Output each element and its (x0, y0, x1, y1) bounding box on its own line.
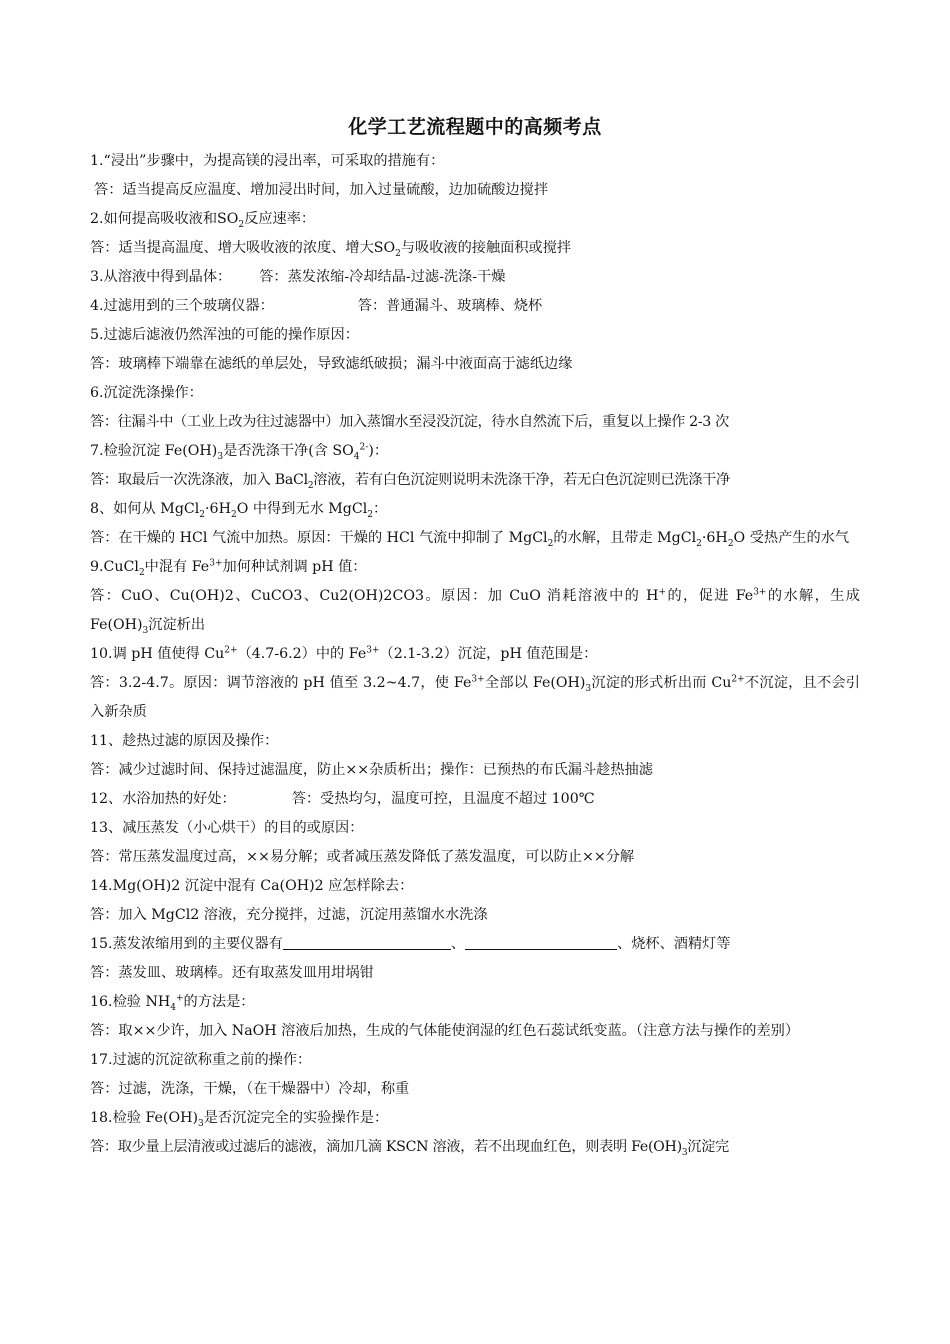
answer-18 (90, 1133, 860, 1162)
subscript: 2 (307, 480, 314, 491)
superscript: 2- (359, 442, 369, 453)
text: 沉淀的形式析出而 Cu (591, 675, 732, 691)
subscript: 2 (230, 509, 237, 520)
text: 的水解，且带走 MgCl (553, 530, 697, 546)
question-4 (90, 292, 860, 321)
subscript: 4 (353, 451, 360, 462)
superscript: 3+ (753, 587, 767, 598)
text: 答：适当提高温度、增大吸收液的浓度、增大SO (90, 240, 396, 256)
superscript: 3+ (209, 558, 223, 569)
text: 答：3.2-4.7。原因：调节溶液的 pH 值至 3.2~4.7，使 Fe (90, 675, 472, 691)
question-8 (90, 495, 860, 524)
subscript: 3 (198, 1118, 204, 1129)
text: 7.检验沉淀 Fe(OH) (90, 443, 218, 459)
answer-1: 答：适当提高反应温度、增加浸出时间，加入过量硫酸，边加硫酸边搅拌 (94, 182, 549, 198)
text: （4.7-6.2）中的 Fe (237, 646, 367, 662)
text: （2.1-3.2）沉淀，pH 值范围是： (379, 646, 598, 662)
answer-14: 答：加入 MgCl2 溶液，充分搅拌，过滤，沉淀用蒸馏水水洗涤 (90, 907, 488, 923)
answer-13: 答：常压蒸发温度过高，××易分解；或者减压蒸发降低了蒸发温度，可以防止××分解 (90, 849, 635, 865)
text: ： (373, 501, 388, 517)
text: 中混有 Fe (144, 559, 210, 575)
text: 与吸收液的接触面积或搅拌 (400, 240, 572, 256)
superscript: 3+ (366, 645, 380, 656)
question-17: 17.过滤的沉淀欲称重之前的操作： (90, 1052, 312, 1068)
subscript: 2 (138, 567, 145, 578)
superscript: 3+ (471, 674, 485, 685)
subscript: 3 (681, 1147, 688, 1158)
text: 答：在干燥的 HCl 气流中加热。原因：干燥的 HCl 气流中抑制了 MgCl (90, 530, 548, 546)
text: 15.蒸发浓缩用到的主要仪器有 (90, 936, 283, 952)
question-15 (90, 930, 860, 959)
text: 、 (450, 936, 466, 952)
answer-2 (90, 234, 860, 263)
text: O 中得到无水 MgCl (236, 501, 368, 517)
answer-16: 答：取××少许，加入 NaOH 溶液后加热，生成的气体能使润湿的红色石蕊试纸变蓝。（注意方法与操作的差别） (90, 1023, 800, 1039)
text: 答：CuO、Cu(OH)2、CuCO3、Cu2(OH)2CO3。原因：加 CuO 消耗溶液中的 H (90, 588, 659, 604)
text: 18.检验 Fe(OH) (90, 1110, 198, 1126)
question-3 (90, 263, 860, 292)
question-11: 11、趁热过滤的原因及操作： (90, 733, 279, 749)
subscript: 2 (696, 538, 702, 549)
text: 沉淀析出 (148, 617, 206, 633)
question-16 (90, 988, 860, 1017)
text: 加何种试剂调 pH 值： (222, 559, 367, 575)
answer-12: 答：受热均匀，温度可控，且温度不超过 100℃ (291, 791, 595, 807)
text: ·6H (701, 530, 728, 546)
question-text: 12、水浴加热的好处： (90, 791, 236, 807)
text: 16.检验 NH (90, 994, 171, 1010)
question-13: 13、减压蒸发（小心烘干）的目的或原因： (90, 820, 364, 836)
question-1: 1.“浸出”步骤中，为提高镁的浸出率，可采取的措施有： (90, 153, 445, 169)
text: ·6H (205, 501, 231, 517)
question-12 (90, 785, 860, 814)
question-text: 4.过滤用到的三个玻璃仪器： (90, 298, 274, 314)
text: 的，促进 Fe (666, 588, 754, 604)
answer-15: 答：蒸发皿、玻璃棒。还有取蒸发皿用坩埚钳 (90, 965, 374, 981)
superscript: 2+ (731, 674, 745, 685)
text: O 受热产生的水气 (733, 530, 850, 546)
text: 是否洗涤干净(含 SO (223, 443, 354, 459)
superscript: + (658, 587, 667, 598)
text: 、烧杯、酒精灯等 (617, 936, 731, 952)
text: 2.如何提高吸收液和SO (90, 211, 239, 227)
question-18 (90, 1104, 860, 1133)
fill-blank-1[interactable] (283, 935, 451, 950)
question-7 (90, 437, 860, 466)
answer-3: 答：蒸发浓缩-冷却结晶-过滤-洗涤-干燥 (259, 269, 506, 285)
text: 的方法是： (183, 994, 255, 1010)
text: )： (368, 443, 389, 459)
text: 是否沉淀完全的实验操作是： (203, 1110, 389, 1126)
answer-5: 答：玻璃棒下端靠在滤纸的单层处，导致滤纸破损；漏斗中液面高于滤纸边缘 (90, 356, 573, 372)
question-text: 3.从溶液中得到晶体： (90, 269, 232, 285)
text: 溶液，若有白色沉淀则说明未洗涤干净，若无白色沉淀则已洗涤干净 (313, 472, 730, 488)
question-9 (90, 553, 860, 582)
subscript: 2 (199, 509, 206, 520)
subscript: 2 (727, 538, 734, 549)
text: 沉淀完 (687, 1139, 729, 1155)
subscript: 3 (142, 625, 149, 636)
text: 8、如何从 MgCl (90, 501, 200, 517)
subscript: 2 (238, 219, 245, 230)
superscript: 2+ (224, 645, 238, 656)
question-5: 5.过滤后滤液仍然浑浊的可能的操作原因： (90, 327, 359, 343)
text: 不沉淀，且不会引入新杂质 (90, 675, 860, 720)
answer-4: 答：普通漏斗、玻璃棒、烧杯 (357, 298, 543, 314)
text: 9.CuCl (90, 559, 139, 575)
question-6: 6.沉淀洗涤操作： (90, 385, 203, 401)
text: 的水解，生成 Fe(OH) (90, 588, 860, 633)
answer-17: 答：过滤，洗涤，干燥，（在干燥器中）冷却，称重 (90, 1081, 410, 1097)
text: 10.调 pH 值使得 Cu (90, 646, 225, 662)
question-14: 14.Mg(OH)2 沉淀中混有 Ca(OH)2 应怎样除去： (90, 878, 414, 894)
text: 反应速率： (244, 211, 316, 227)
fill-blank-2[interactable] (465, 935, 617, 950)
answer-6: 答：往漏斗中（工业上改为往过滤器中）加入蒸馏水至浸没沉淀，待水自然流下后，重复以上操作 2-3 次 (90, 414, 729, 430)
subscript: 2 (367, 509, 374, 520)
text: 答：取最后一次洗涤液，加入 BaCl (90, 472, 308, 488)
subscript: 2 (395, 248, 401, 259)
text: 答：取少量上层清液或过滤后的滤液，滴加几滴 KSCN 溶液，若不出现血红色，则表明 Fe(OH) (90, 1139, 682, 1155)
question-10 (90, 640, 860, 669)
subscript: 2 (547, 538, 554, 549)
page-title: 化学工艺流程题中的高频考点 (348, 116, 602, 138)
text: 全部以 Fe(OH) (484, 675, 586, 691)
question-2 (90, 205, 860, 234)
subscript: 3 (217, 451, 224, 462)
subscript: 3 (585, 683, 592, 694)
answer-9 (90, 582, 860, 640)
superscript: + (175, 993, 184, 1004)
answer-10 (90, 669, 860, 727)
answer-8 (90, 524, 860, 553)
answer-7 (90, 466, 860, 495)
answer-11: 答：减少过滤时间、保持过滤温度，防止××杂质析出；操作：已预热的布氏漏斗趁热抽滤 (90, 762, 653, 778)
subscript: 4 (170, 1002, 176, 1013)
